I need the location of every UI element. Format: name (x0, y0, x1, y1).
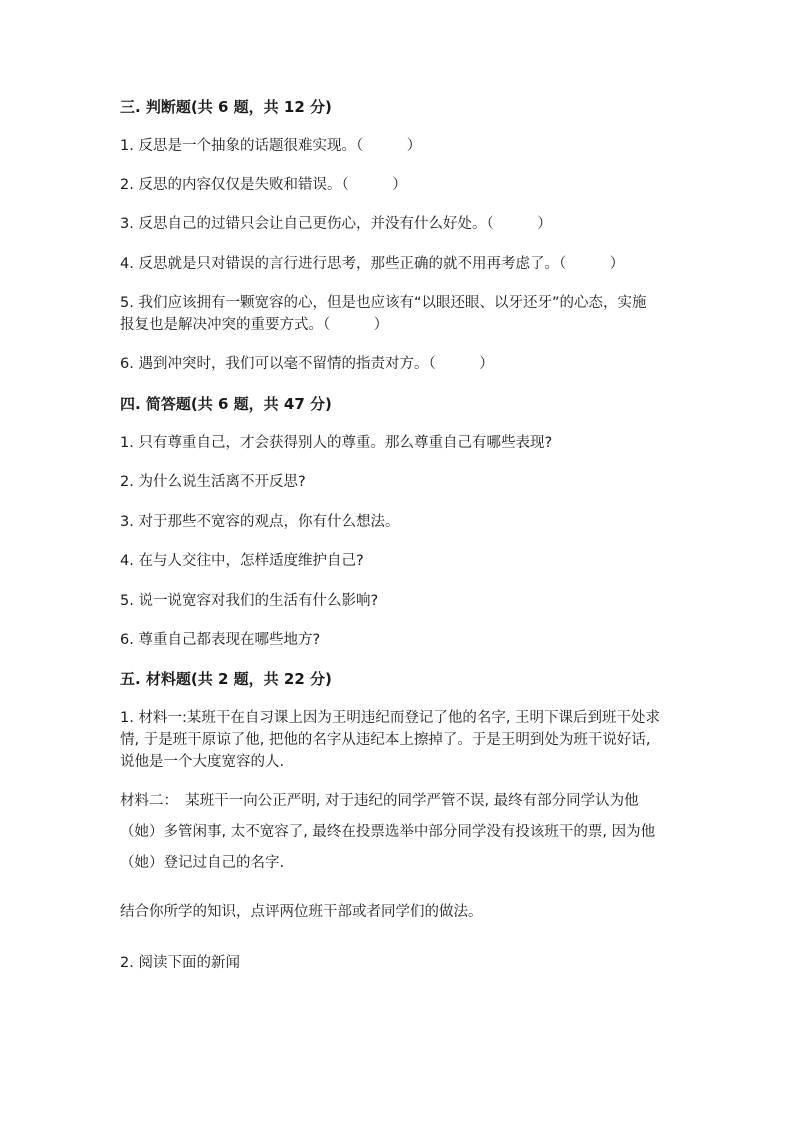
judgement-question-6: 6. 遇到冲突时，我们可以毫不留情的指责对方。（ ） (120, 356, 494, 372)
judgement-question-1: 1. 反思是一个抽象的话题很难实现。（ ） (120, 138, 422, 154)
judgement-question-2: 2. 反思的内容仅仅是失败和错误。（ ） (120, 177, 407, 193)
short-answer-question-1: 1. 只有尊重自己，才会获得别人的尊重。那么尊重自己有哪些表现? (120, 435, 553, 451)
material-question-1: 1. 材料一:某班干在自习课上因为王明违纪而登记了他的名字, 王明下课后到班干处求情, 于是班干原谅了他, 把他的名字从违纪本上擦掉了。于是王明到处为班干说好话, 说他是一个大度宽容的人. (120, 710, 661, 770)
short-answer-question-5: 5. 说一说宽容对我们的生活有什么影响? (120, 593, 379, 609)
material-question-2: 2. 阅读下面的新闻 (120, 955, 240, 971)
section-heading-short-answer: 四. 简答题(共 6 题，共 47 分) (120, 395, 332, 413)
short-answer-question-6: 6. 尊重自己都表现在哪些地方? (120, 632, 321, 648)
judgement-question-4: 4. 反思就是只对错误的言行进行思考，那些正确的就不用再考虑了。（ ） (120, 256, 625, 272)
short-answer-question-3: 3. 对于那些不宽容的观点，你有什么想法。 (120, 514, 400, 530)
material-question-1-prompt: 结合你所学的知识，点评两位班干部或者同学们的做法。 (120, 904, 483, 920)
judgement-question-5: 5. 我们应该拥有一颗宽容的心，但是也应该有“以眼还眼、以牙还牙”的心态，实施报复也是解决冲突的重要方式。（ ） (120, 295, 647, 333)
short-answer-question-2: 2. 为什么说生活离不开反思? (120, 474, 306, 490)
short-answer-question-4: 4. 在与人交往中，怎样适度维护自己? (120, 553, 364, 569)
section-heading-judgement: 三. 判断题(共 6 题，共 12 分) (120, 98, 332, 116)
material-question-1-part-2: 材料二： 某班干一向公正严明, 对于违纪的同学严管不误, 最终有部分同学认为他（她）多管闲事, 太不宽容了, 最终在投票选举中部分同学没有投该班干的票, 因为他（她）登记过自己的名字. (120, 793, 656, 871)
judgement-question-3: 3. 反思自己的过错只会让自己更伤心，并没有什么好处。（ ） (120, 216, 552, 232)
section-heading-material: 五. 材料题(共 2 题，共 22 分) (120, 670, 332, 688)
